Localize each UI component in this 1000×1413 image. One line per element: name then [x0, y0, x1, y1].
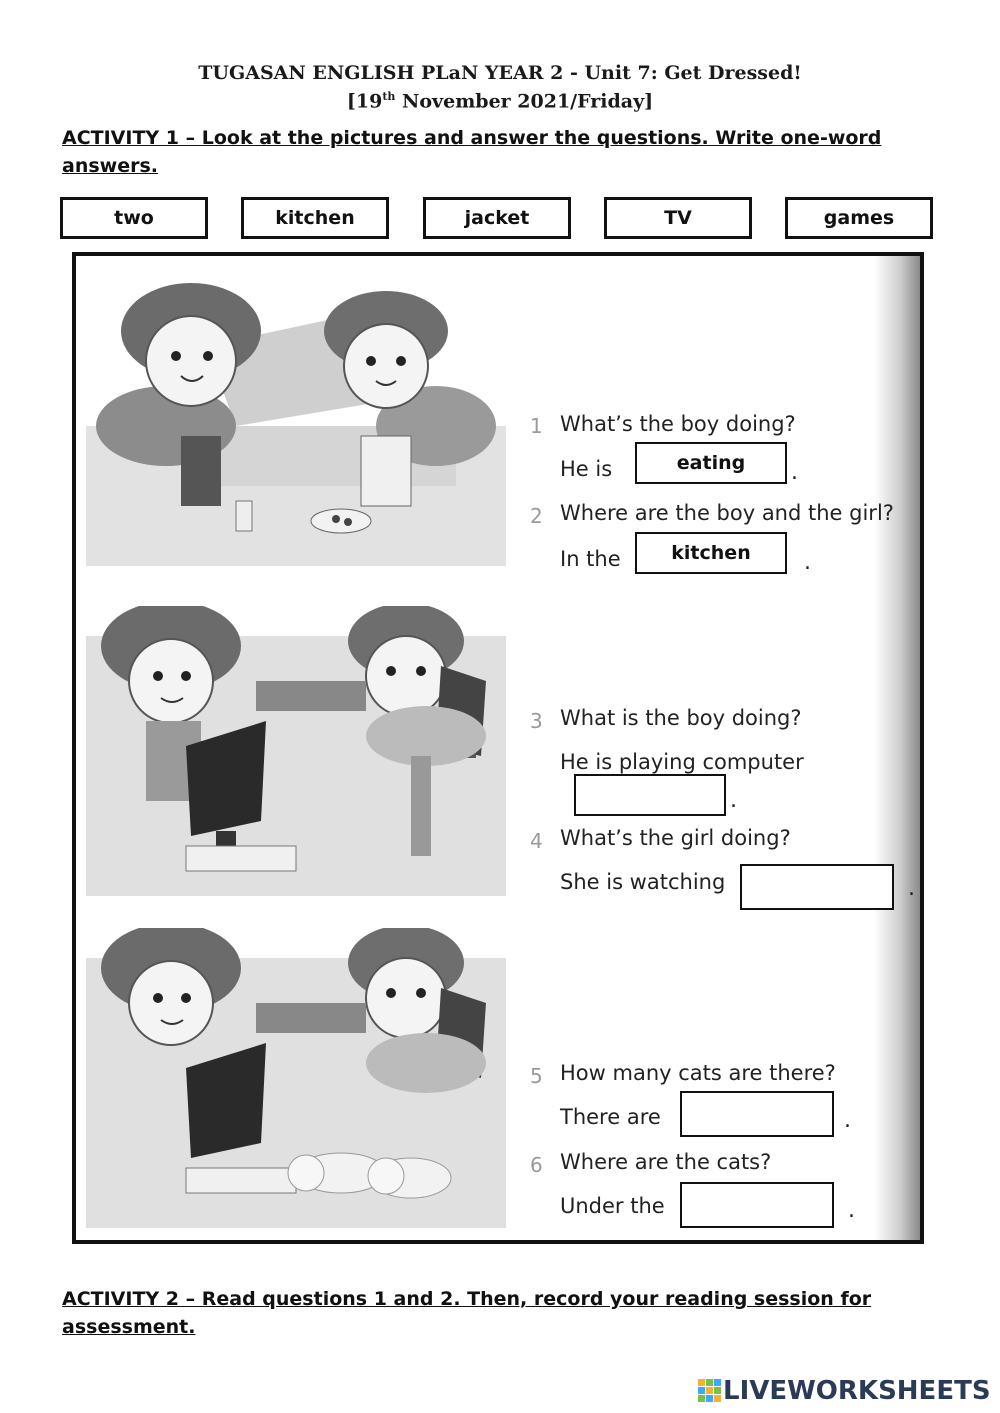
question-number: 3 [530, 709, 543, 733]
question-text: What’s the girl doing? [560, 826, 791, 850]
period: . [804, 550, 811, 575]
liveworksheets-logo-text: LIVEWORKSHEETS [723, 1376, 991, 1406]
question-text: What is the boy doing? [560, 706, 802, 730]
answer-field[interactable]: kitchen [635, 532, 787, 574]
worksheet-title: TUGASAN ENGLISH PLaN YEAR 2 - Unit 7: Get Dressed! [198, 62, 802, 84]
worksheet-panel [72, 252, 924, 1244]
question-text: Where are the boy and the girl? [560, 501, 894, 525]
cats-scene-illustration [86, 928, 506, 1228]
question-text: What’s the boy doing? [560, 412, 796, 436]
question-number: 2 [530, 504, 543, 528]
activity-1-heading: ACTIVITY 1 – Look at the pictures and answer the questions. Write one-word answers. [62, 127, 882, 177]
word-bank-item[interactable]: TV [604, 197, 752, 239]
answer-field[interactable] [740, 864, 894, 910]
liveworksheets-logo [697, 1376, 991, 1406]
answer-field[interactable] [680, 1091, 834, 1137]
period: . [848, 1198, 855, 1223]
computer-scene-illustration [86, 606, 506, 896]
answer-prompt: There are [560, 1105, 661, 1129]
answer-prompt: He is [560, 457, 613, 481]
answer-field[interactable]: eating [635, 442, 787, 484]
period: . [844, 1108, 851, 1133]
liveworksheets-logo-icon [697, 1378, 723, 1404]
question-text: How many cats are there? [560, 1061, 836, 1085]
kitchen-scene-illustration [86, 276, 506, 566]
period: . [791, 460, 798, 485]
word-bank-item[interactable]: games [785, 197, 933, 239]
question-number: 4 [530, 829, 543, 853]
answer-field[interactable] [680, 1182, 834, 1228]
answer-prompt: In the [560, 547, 621, 571]
word-bank-item[interactable]: jacket [423, 197, 571, 239]
answer-prompt: Under the [560, 1194, 665, 1218]
period: . [730, 788, 737, 813]
question-number: 1 [530, 414, 543, 438]
question-number: 5 [530, 1064, 543, 1088]
activity-2-heading: ACTIVITY 2 – Read questions 1 and 2. Then, record your reading session for assessment. [62, 1288, 872, 1338]
answer-prompt: He is playing computer [560, 750, 804, 774]
page-edge-shadow [874, 256, 920, 1240]
word-bank-item[interactable]: kitchen [241, 197, 389, 239]
word-bank-item[interactable]: two [60, 197, 208, 239]
answer-field[interactable] [574, 774, 726, 816]
question-number: 6 [530, 1153, 543, 1177]
question-text: Where are the cats? [560, 1150, 772, 1174]
answer-prompt: She is watching [560, 870, 726, 894]
worksheet-date: [19th November 2021/Friday] [346, 90, 654, 113]
period: . [908, 876, 915, 901]
